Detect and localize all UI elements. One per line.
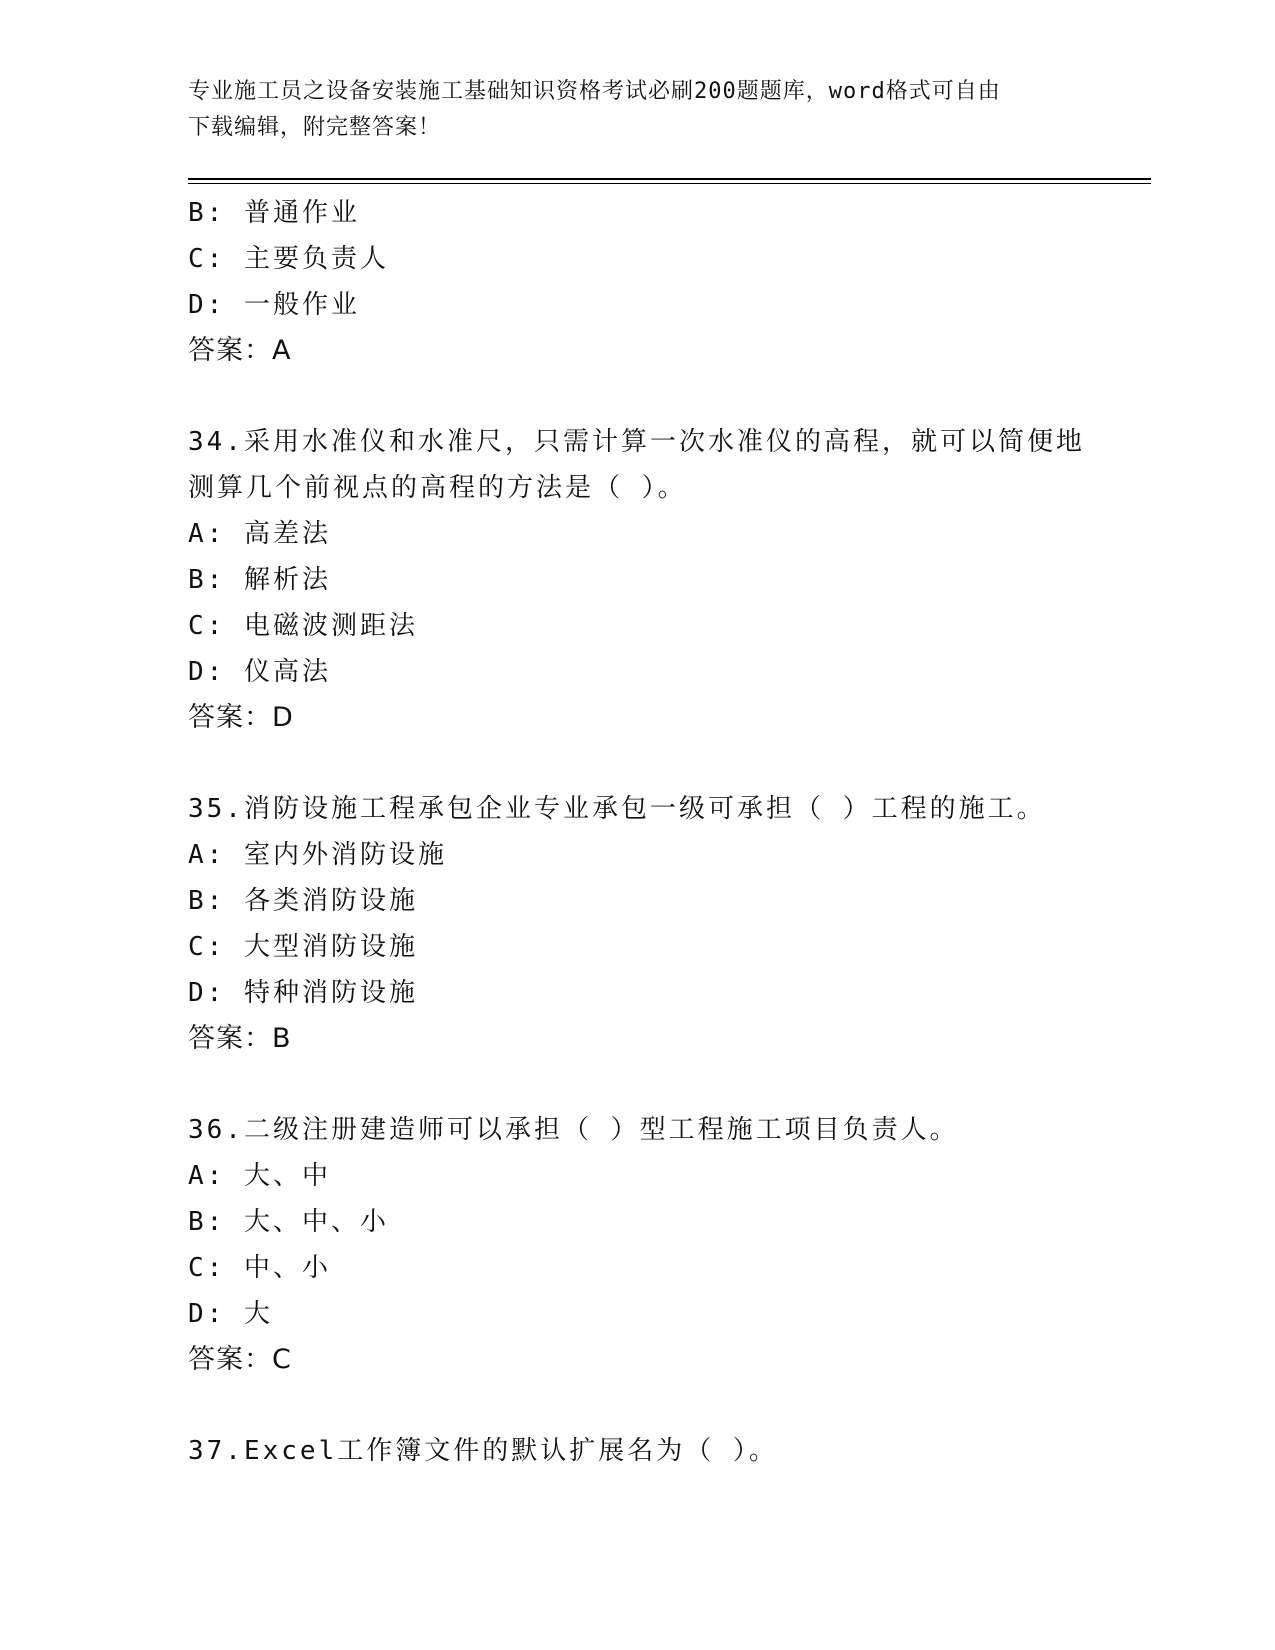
question-35 <box>188 786 1088 1062</box>
option-c: C: 电磁波测距法 <box>188 611 418 641</box>
header-rule-thick <box>188 178 1151 180</box>
question-36 <box>188 1107 1088 1383</box>
question-stem-line: 37.Excel工作簿文件的默认扩展名为（ ）。 <box>188 1436 778 1466</box>
document-header <box>188 74 1088 146</box>
question-33-continuation <box>188 190 1088 374</box>
header-line-2: 下载编辑，附完整答案！ <box>188 115 442 140</box>
answer-line: 答案：D <box>188 702 294 733</box>
question-stem-line: 35.消防设施工程承包企业专业承包一级可承担（ ）工程的施工。 <box>188 794 1046 824</box>
question-stem-line: 测算几个前视点的高程的方法是（ ）。 <box>188 473 687 503</box>
answer-line: 答案：A <box>188 335 292 366</box>
question-34 <box>188 419 1088 741</box>
question-37 <box>188 1428 1088 1474</box>
option-d: D: 特种消防设施 <box>188 978 418 1008</box>
option-a: A: 室内外消防设施 <box>188 840 447 870</box>
header-line-1: 专业施工员之设备安装施工基础知识资格考试必刷200题题库，word格式可自由 <box>188 79 1001 104</box>
option-c: C: 中、小 <box>188 1253 331 1283</box>
option-d: D: 一般作业 <box>188 290 360 320</box>
question-stem-line: 34.采用水准仪和水准尺，只需计算一次水准仪的高程，就可以简便地 <box>188 427 1085 457</box>
option-d: D: 仪高法 <box>188 657 331 687</box>
question-list <box>188 190 1088 1474</box>
option-c: C: 大型消防设施 <box>188 932 418 962</box>
header-rule-thin <box>188 183 1151 184</box>
option-a: A: 高差法 <box>188 519 331 549</box>
answer-line: 答案：B <box>188 1023 292 1054</box>
option-c: C: 主要负责人 <box>188 244 389 274</box>
option-b: B: 各类消防设施 <box>188 886 418 916</box>
option-b: B: 解析法 <box>188 565 331 595</box>
option-b: B: 大、中、小 <box>188 1207 389 1237</box>
option-a: A: 大、中 <box>188 1161 331 1191</box>
option-d: D: 大 <box>188 1299 273 1329</box>
answer-line: 答案：C <box>188 1344 292 1375</box>
option-b: B: 普通作业 <box>188 198 360 228</box>
question-stem-line: 36.二级注册建造师可以承担（ ）型工程施工项目负责人。 <box>188 1115 959 1145</box>
